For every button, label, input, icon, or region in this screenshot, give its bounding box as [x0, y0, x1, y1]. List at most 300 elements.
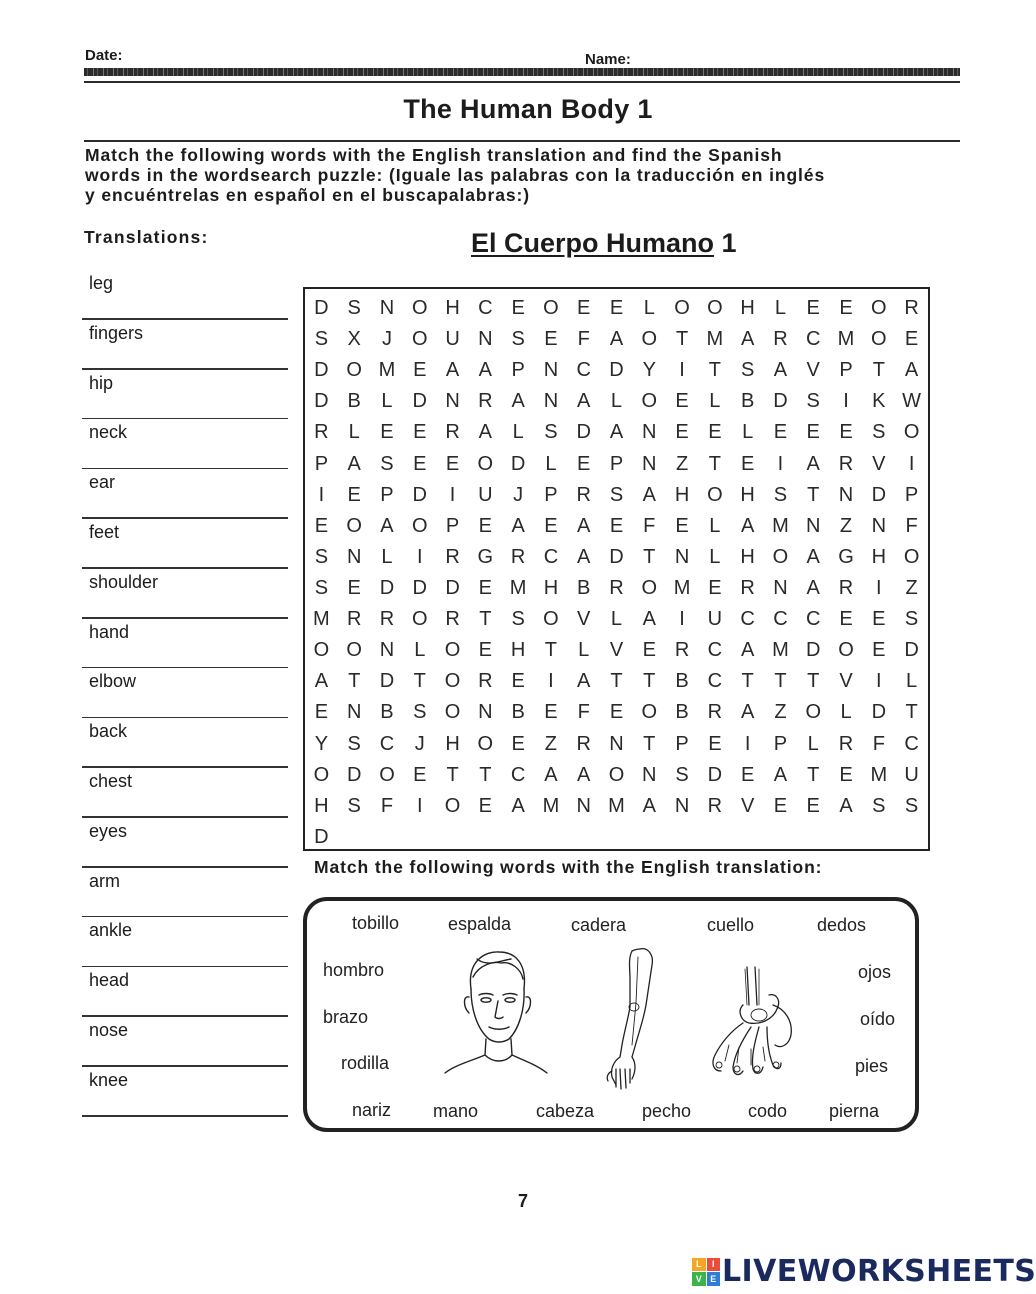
- wordsearch-cell[interactable]: A: [609, 421, 624, 444]
- wordsearch-cell[interactable]: D: [576, 421, 591, 444]
- wordsearch-cell[interactable]: V: [740, 794, 755, 817]
- wordsearch-cell[interactable]: A: [511, 514, 525, 537]
- wordsearch-cell[interactable]: O: [313, 763, 330, 786]
- wordsearch-cell[interactable]: C: [478, 297, 493, 320]
- wordsearch-cell[interactable]: N: [674, 794, 690, 817]
- wordsearch-cell[interactable]: E: [839, 608, 853, 631]
- wordsearch-cell[interactable]: O: [707, 483, 723, 506]
- wordsearch-cell[interactable]: A: [577, 670, 591, 693]
- wordsearch-cell[interactable]: O: [313, 639, 330, 662]
- wordsearch-cell[interactable]: O: [444, 670, 461, 693]
- wordsearch-cell[interactable]: E: [413, 763, 427, 786]
- wordsearch-cell[interactable]: A: [740, 639, 755, 662]
- wordsearch-cell[interactable]: B: [577, 577, 591, 600]
- wordsearch-cell[interactable]: P: [544, 483, 558, 506]
- wordsearch-cell[interactable]: S: [380, 452, 394, 475]
- wordsearch-cell[interactable]: C: [543, 545, 559, 568]
- wordsearch-cell[interactable]: O: [346, 359, 362, 382]
- wordsearch-cell[interactable]: H: [543, 577, 559, 600]
- wordsearch-cell[interactable]: D: [773, 390, 788, 413]
- wordsearch-cell[interactable]: B: [740, 390, 755, 413]
- wordsearch-cell[interactable]: P: [904, 483, 919, 506]
- wordsearch-cell[interactable]: N: [609, 732, 624, 755]
- wordsearch-cell[interactable]: C: [707, 639, 723, 662]
- wordsearch-cell[interactable]: S: [675, 763, 689, 786]
- wordsearch-cell[interactable]: N: [806, 514, 821, 537]
- wordsearch-cell[interactable]: D: [806, 639, 821, 662]
- wordsearch-cell[interactable]: D: [707, 763, 723, 786]
- wordsearch-cell[interactable]: L: [840, 701, 852, 724]
- wordsearch-cell[interactable]: G: [838, 545, 854, 568]
- wordsearch-cell[interactable]: O: [871, 328, 887, 351]
- wordsearch-cell[interactable]: A: [904, 359, 919, 382]
- wordsearch-cell[interactable]: C: [510, 763, 526, 786]
- wordsearch-cell[interactable]: P: [445, 514, 460, 537]
- wordsearch-cell[interactable]: T: [479, 763, 492, 786]
- wordsearch-cell[interactable]: S: [511, 608, 525, 631]
- wordsearch-cell[interactable]: O: [641, 328, 658, 351]
- wordsearch-cell[interactable]: O: [477, 452, 494, 475]
- wordsearch-cell[interactable]: R: [707, 794, 723, 817]
- wordsearch-cell[interactable]: Z: [675, 452, 689, 475]
- wordsearch-cell[interactable]: E: [544, 514, 558, 537]
- wordsearch-cell[interactable]: E: [708, 421, 722, 444]
- wordsearch-cell[interactable]: A: [806, 545, 820, 568]
- wordsearch-cell[interactable]: J: [381, 328, 392, 351]
- wordsearch-cell[interactable]: K: [872, 390, 886, 413]
- wordsearch-cell[interactable]: A: [445, 359, 460, 382]
- wordsearch-cell[interactable]: R: [707, 701, 723, 724]
- wordsearch-cell[interactable]: N: [346, 545, 362, 568]
- wordsearch-cell[interactable]: F: [872, 732, 885, 755]
- wordsearch-cell[interactable]: S: [511, 328, 525, 351]
- wordsearch-cell[interactable]: V: [577, 608, 591, 631]
- wordsearch-cell[interactable]: F: [577, 701, 590, 724]
- wordsearch-cell[interactable]: S: [347, 297, 361, 320]
- wordsearch-cell[interactable]: N: [773, 577, 788, 600]
- wordsearch-cell[interactable]: O: [411, 608, 428, 631]
- wordsearch-cell[interactable]: Y: [314, 732, 329, 755]
- wordsearch-cell[interactable]: R: [314, 421, 329, 444]
- wordsearch-cell[interactable]: O: [641, 577, 658, 600]
- wordsearch-cell[interactable]: R: [445, 421, 460, 444]
- wordsearch-cell[interactable]: H: [740, 297, 755, 320]
- wordsearch-cell[interactable]: B: [675, 701, 689, 724]
- wordsearch-cell[interactable]: Z: [774, 701, 787, 724]
- wordsearch-cell[interactable]: Z: [905, 577, 918, 600]
- wordsearch-cell[interactable]: N: [642, 452, 657, 475]
- wordsearch-cell[interactable]: O: [608, 763, 625, 786]
- wordsearch-cell[interactable]: I: [777, 452, 784, 475]
- wordsearch-cell[interactable]: S: [347, 732, 361, 755]
- wordsearch-cell[interactable]: T: [610, 670, 623, 693]
- wordsearch-cell[interactable]: L: [610, 390, 623, 413]
- wordsearch-cell[interactable]: M: [870, 763, 888, 786]
- wordsearch-cell[interactable]: S: [872, 794, 886, 817]
- wordsearch-cell[interactable]: E: [314, 514, 329, 537]
- wordsearch-cell[interactable]: H: [314, 794, 329, 817]
- wordsearch-cell[interactable]: L: [512, 421, 524, 444]
- wordsearch-cell[interactable]: I: [416, 794, 423, 817]
- wordsearch-cell[interactable]: A: [642, 483, 656, 506]
- wordsearch-cell[interactable]: E: [478, 794, 492, 817]
- wordsearch-cell[interactable]: O: [805, 701, 821, 724]
- wordsearch-cell[interactable]: A: [478, 359, 492, 382]
- wordsearch-cell[interactable]: R: [773, 328, 788, 351]
- wordsearch-cell[interactable]: O: [838, 639, 854, 662]
- wordsearch-cell[interactable]: A: [839, 794, 853, 817]
- wordsearch-cell[interactable]: E: [806, 421, 820, 444]
- wordsearch-cell[interactable]: T: [643, 670, 656, 693]
- wordsearch-cell[interactable]: L: [643, 297, 655, 320]
- wordsearch-cell[interactable]: E: [478, 639, 492, 662]
- wordsearch-cell[interactable]: S: [904, 794, 919, 817]
- wordsearch-cell[interactable]: E: [413, 359, 427, 382]
- wordsearch-cell[interactable]: O: [411, 328, 428, 351]
- wordsearch-cell[interactable]: D: [314, 390, 329, 413]
- wordsearch-cell[interactable]: A: [478, 421, 492, 444]
- wordsearch-cell[interactable]: T: [774, 670, 787, 693]
- wordsearch-cell[interactable]: E: [675, 421, 689, 444]
- wordsearch-cell[interactable]: O: [543, 297, 559, 320]
- wordsearch-cell[interactable]: L: [578, 639, 590, 662]
- wordsearch-cell[interactable]: S: [806, 390, 820, 413]
- wordsearch-cell[interactable]: S: [314, 577, 329, 600]
- wordsearch-cell[interactable]: X: [347, 328, 361, 351]
- wordsearch-cell[interactable]: P: [609, 452, 624, 475]
- wordsearch-cell[interactable]: S: [347, 794, 361, 817]
- wordsearch-cell[interactable]: D: [445, 577, 460, 600]
- wordsearch-cell[interactable]: M: [772, 639, 789, 662]
- wordsearch-cell[interactable]: T: [446, 763, 459, 786]
- wordsearch-cell[interactable]: L: [807, 732, 819, 755]
- wordsearch-cell[interactable]: S: [609, 483, 624, 506]
- wordsearch-cell[interactable]: E: [806, 794, 820, 817]
- wordsearch-cell[interactable]: I: [449, 483, 456, 506]
- wordsearch-cell[interactable]: P: [380, 483, 394, 506]
- wordsearch-cell[interactable]: D: [609, 359, 624, 382]
- liveworksheets-logo[interactable]: [692, 1254, 1036, 1289]
- wordsearch-cell[interactable]: M: [837, 328, 855, 351]
- wordsearch-cell[interactable]: A: [806, 452, 820, 475]
- wordsearch-cell[interactable]: T: [544, 639, 558, 662]
- wordsearch-cell[interactable]: A: [740, 328, 755, 351]
- wordsearch-cell[interactable]: V: [872, 452, 886, 475]
- wordsearch-cell[interactable]: L: [414, 639, 426, 662]
- wordsearch-cell[interactable]: E: [577, 297, 591, 320]
- wordsearch-cell[interactable]: U: [478, 483, 493, 506]
- wordsearch-cell[interactable]: E: [708, 732, 722, 755]
- wordsearch-cell[interactable]: I: [679, 359, 685, 382]
- wordsearch-cell[interactable]: R: [904, 297, 919, 320]
- wordsearch-cell[interactable]: J: [513, 483, 524, 506]
- wordsearch-cell[interactable]: C: [379, 732, 395, 755]
- wordsearch-cell[interactable]: D: [346, 763, 362, 786]
- wordsearch-cell[interactable]: E: [347, 483, 361, 506]
- wordsearch-cell[interactable]: C: [740, 608, 755, 631]
- wordsearch-cell[interactable]: Z: [839, 514, 853, 537]
- wordsearch-cell[interactable]: E: [544, 701, 558, 724]
- wordsearch-cell[interactable]: E: [511, 732, 525, 755]
- wordsearch-cell[interactable]: F: [380, 794, 394, 817]
- wordsearch-cell[interactable]: A: [314, 670, 329, 693]
- wordsearch-cell[interactable]: R: [510, 545, 526, 568]
- wordsearch-cell[interactable]: E: [609, 297, 624, 320]
- wordsearch-cell[interactable]: T: [807, 670, 820, 693]
- wordsearch-cell[interactable]: E: [839, 297, 853, 320]
- wordsearch-cell[interactable]: R: [445, 608, 460, 631]
- wordsearch-cell[interactable]: E: [806, 297, 820, 320]
- wordsearch-cell[interactable]: P: [511, 359, 525, 382]
- wordsearch-cell[interactable]: S: [544, 421, 558, 444]
- wordsearch-cell[interactable]: A: [347, 452, 361, 475]
- wordsearch-cell[interactable]: O: [444, 639, 461, 662]
- wordsearch-cell[interactable]: E: [380, 421, 394, 444]
- wordsearch-cell[interactable]: E: [478, 514, 492, 537]
- wordsearch-cell[interactable]: T: [479, 608, 492, 631]
- wordsearch-cell[interactable]: L: [709, 545, 721, 568]
- wordsearch-cell[interactable]: E: [675, 514, 689, 537]
- wordsearch-cell[interactable]: E: [872, 639, 886, 662]
- wordsearch-cell[interactable]: N: [674, 545, 690, 568]
- wordsearch-cell[interactable]: T: [807, 483, 820, 506]
- wordsearch-cell[interactable]: D: [871, 483, 887, 506]
- wordsearch-cell[interactable]: B: [675, 670, 689, 693]
- wordsearch-cell[interactable]: D: [609, 545, 624, 568]
- wordsearch-cell[interactable]: T: [348, 670, 361, 693]
- wordsearch-cell[interactable]: M: [378, 359, 396, 382]
- wordsearch-cell[interactable]: L: [709, 390, 721, 413]
- wordsearch-cell[interactable]: E: [609, 514, 624, 537]
- wordsearch-cell[interactable]: N: [871, 514, 887, 537]
- wordsearch-cell[interactable]: R: [478, 390, 493, 413]
- wordsearch-cell[interactable]: B: [347, 390, 361, 413]
- wordsearch-cell[interactable]: C: [576, 359, 591, 382]
- wordsearch-cell[interactable]: H: [740, 545, 755, 568]
- wordsearch-cell[interactable]: H: [445, 297, 460, 320]
- wordsearch-cell[interactable]: C: [773, 608, 788, 631]
- wordsearch-cell[interactable]: L: [381, 390, 393, 413]
- wordsearch-cell[interactable]: B: [380, 701, 394, 724]
- wordsearch-cell[interactable]: D: [379, 577, 395, 600]
- wordsearch-cell[interactable]: M: [608, 794, 625, 817]
- wordsearch-cell[interactable]: A: [609, 328, 624, 351]
- wordsearch-cell[interactable]: S: [904, 608, 919, 631]
- wordsearch-cell[interactable]: R: [379, 608, 395, 631]
- wordsearch-cell[interactable]: R: [674, 639, 690, 662]
- wordsearch-cell[interactable]: E: [872, 608, 886, 631]
- wordsearch-cell[interactable]: A: [544, 763, 558, 786]
- wordsearch-cell[interactable]: S: [740, 359, 755, 382]
- wordsearch-cell[interactable]: I: [843, 390, 849, 413]
- wordsearch-cell[interactable]: D: [412, 390, 427, 413]
- wordsearch-cell[interactable]: O: [379, 763, 395, 786]
- wordsearch-cell[interactable]: F: [577, 328, 590, 351]
- wordsearch-cell[interactable]: E: [708, 577, 722, 600]
- wordsearch-cell[interactable]: N: [543, 359, 559, 382]
- wordsearch-cell[interactable]: D: [314, 297, 329, 320]
- wordsearch-cell[interactable]: N: [379, 639, 395, 662]
- wordsearch-cell[interactable]: D: [871, 701, 887, 724]
- wordsearch-cell[interactable]: S: [773, 483, 788, 506]
- wordsearch-cell[interactable]: O: [903, 545, 920, 568]
- wordsearch-cell[interactable]: D: [412, 577, 427, 600]
- wordsearch-cell[interactable]: R: [346, 608, 362, 631]
- wordsearch-cell[interactable]: E: [740, 452, 755, 475]
- wordsearch-cell[interactable]: O: [444, 701, 461, 724]
- wordsearch-cell[interactable]: A: [740, 701, 755, 724]
- wordsearch-cell[interactable]: I: [744, 732, 751, 755]
- wordsearch-cell[interactable]: I: [876, 670, 882, 693]
- wordsearch-cell[interactable]: R: [445, 545, 460, 568]
- wordsearch-cell[interactable]: E: [773, 421, 788, 444]
- wordsearch-cell[interactable]: T: [675, 328, 689, 351]
- wordsearch-cell[interactable]: E: [904, 328, 919, 351]
- wordsearch-cell[interactable]: H: [510, 639, 526, 662]
- wordsearch-cell[interactable]: A: [642, 608, 656, 631]
- wordsearch-cell[interactable]: E: [642, 639, 656, 662]
- wordsearch-cell[interactable]: A: [511, 794, 525, 817]
- wordsearch-cell[interactable]: E: [413, 452, 427, 475]
- wordsearch-cell[interactable]: D: [412, 483, 427, 506]
- wordsearch-cell[interactable]: I: [416, 545, 423, 568]
- wordsearch-cell[interactable]: U: [904, 763, 919, 786]
- wordsearch-cell[interactable]: T: [905, 701, 918, 724]
- wordsearch-cell[interactable]: E: [609, 701, 624, 724]
- wordsearch-cell[interactable]: R: [740, 577, 755, 600]
- wordsearch-cell[interactable]: T: [643, 545, 656, 568]
- wordsearch-cell[interactable]: P: [675, 732, 689, 755]
- wordsearch-cell[interactable]: L: [545, 452, 557, 475]
- wordsearch-cell[interactable]: L: [742, 421, 754, 444]
- wordsearch-cell[interactable]: Z: [544, 732, 558, 755]
- wordsearch-cell[interactable]: U: [445, 328, 460, 351]
- wordsearch-cell[interactable]: M: [509, 577, 527, 600]
- wordsearch-cell[interactable]: T: [708, 359, 721, 382]
- wordsearch-cell[interactable]: V: [806, 359, 820, 382]
- wordsearch-cell[interactable]: E: [577, 452, 591, 475]
- wordsearch-cell[interactable]: T: [741, 670, 754, 693]
- wordsearch-cell[interactable]: M: [542, 794, 560, 817]
- wordsearch-cell[interactable]: O: [903, 421, 920, 444]
- wordsearch-cell[interactable]: O: [411, 297, 428, 320]
- wordsearch-cell[interactable]: H: [674, 483, 690, 506]
- wordsearch-cell[interactable]: O: [707, 297, 723, 320]
- wordsearch-cell[interactable]: D: [314, 825, 329, 848]
- wordsearch-cell[interactable]: S: [872, 421, 886, 444]
- wordsearch-cell[interactable]: P: [314, 452, 329, 475]
- wordsearch-cell[interactable]: E: [347, 577, 361, 600]
- wordsearch-cell[interactable]: M: [772, 514, 789, 537]
- wordsearch-cell[interactable]: L: [610, 608, 623, 631]
- wordsearch-cell[interactable]: R: [838, 452, 854, 475]
- wordsearch-cell[interactable]: I: [318, 483, 325, 506]
- answer-line[interactable]: [82, 1115, 288, 1117]
- wordsearch-cell[interactable]: S: [314, 328, 329, 351]
- wordsearch-cell[interactable]: A: [577, 390, 591, 413]
- wordsearch-cell[interactable]: H: [740, 483, 755, 506]
- wordsearch-cell[interactable]: E: [544, 328, 558, 351]
- wordsearch-cell[interactable]: R: [576, 483, 591, 506]
- wordsearch-cell[interactable]: N: [642, 421, 657, 444]
- wordsearch-cell[interactable]: A: [806, 577, 820, 600]
- wordsearch-cell[interactable]: T: [708, 452, 721, 475]
- wordsearch-cell[interactable]: D: [379, 670, 395, 693]
- wordsearch-cell[interactable]: C: [806, 328, 821, 351]
- wordsearch-cell[interactable]: I: [876, 577, 882, 600]
- wordsearch-cell[interactable]: L: [906, 670, 918, 693]
- wordsearch-cell[interactable]: H: [871, 545, 887, 568]
- wordsearch-cell[interactable]: R: [609, 577, 624, 600]
- wordsearch-cell[interactable]: N: [379, 297, 395, 320]
- wordsearch-cell[interactable]: O: [346, 639, 362, 662]
- wordsearch-cell[interactable]: D: [904, 639, 919, 662]
- wordsearch-cell[interactable]: E: [413, 421, 427, 444]
- wordsearch-cell[interactable]: N: [642, 763, 657, 786]
- wordsearch-cell[interactable]: C: [806, 608, 821, 631]
- wordsearch-cell[interactable]: O: [411, 514, 428, 537]
- wordsearch-cell[interactable]: E: [773, 794, 788, 817]
- wordsearch-cell[interactable]: T: [413, 670, 426, 693]
- wordsearch-cell[interactable]: O: [444, 794, 461, 817]
- wordsearch-cell[interactable]: T: [643, 732, 656, 755]
- wordsearch-cell[interactable]: G: [477, 545, 494, 568]
- wordsearch-cell[interactable]: A: [511, 390, 525, 413]
- wordsearch-cell[interactable]: E: [445, 452, 460, 475]
- wordsearch-cell[interactable]: A: [642, 794, 656, 817]
- wordsearch-cell[interactable]: F: [643, 514, 656, 537]
- wordsearch-cell[interactable]: R: [838, 577, 854, 600]
- wordsearch-cell[interactable]: E: [511, 670, 525, 693]
- wordsearch-cell[interactable]: P: [839, 359, 853, 382]
- wordsearch-cell[interactable]: Y: [642, 359, 656, 382]
- wordsearch-cell[interactable]: N: [478, 328, 493, 351]
- wordsearch-cell[interactable]: E: [740, 763, 755, 786]
- wordsearch-cell[interactable]: R: [838, 732, 854, 755]
- wordsearch-cell[interactable]: R: [478, 670, 493, 693]
- wordsearch-cell[interactable]: O: [641, 701, 658, 724]
- wordsearch-cell[interactable]: A: [773, 763, 788, 786]
- wordsearch-cell[interactable]: L: [774, 297, 786, 320]
- wordsearch-cell[interactable]: L: [381, 545, 393, 568]
- wordsearch-cell[interactable]: E: [511, 297, 525, 320]
- wordsearch-cell[interactable]: U: [707, 608, 723, 631]
- wordsearch-cell[interactable]: L: [709, 514, 721, 537]
- wordsearch-cell[interactable]: A: [380, 514, 394, 537]
- wordsearch-cell[interactable]: E: [314, 701, 329, 724]
- wordsearch-cell[interactable]: D: [510, 452, 526, 475]
- wordsearch-cell[interactable]: V: [609, 639, 624, 662]
- wordsearch-cell[interactable]: P: [773, 732, 788, 755]
- wordsearch-cell[interactable]: N: [478, 701, 493, 724]
- wordsearch-cell[interactable]: C: [904, 732, 919, 755]
- wordsearch-cell[interactable]: E: [839, 421, 853, 444]
- wordsearch-cell[interactable]: V: [839, 670, 853, 693]
- wordsearch-cell[interactable]: H: [445, 732, 460, 755]
- wordsearch-cell[interactable]: T: [872, 359, 885, 382]
- wordsearch-cell[interactable]: A: [740, 514, 755, 537]
- wordsearch-cell[interactable]: O: [641, 390, 658, 413]
- wordsearch-cell[interactable]: A: [577, 514, 591, 537]
- wordsearch-cell[interactable]: W: [902, 390, 922, 413]
- wordsearch-cell[interactable]: N: [445, 390, 460, 413]
- wordsearch-cell[interactable]: C: [707, 670, 723, 693]
- wordsearch-cell[interactable]: T: [807, 763, 820, 786]
- wordsearch-cell[interactable]: O: [772, 545, 789, 568]
- wordsearch-cell[interactable]: J: [414, 732, 425, 755]
- wordsearch-cell[interactable]: N: [543, 390, 559, 413]
- wordsearch-cell[interactable]: I: [908, 452, 915, 475]
